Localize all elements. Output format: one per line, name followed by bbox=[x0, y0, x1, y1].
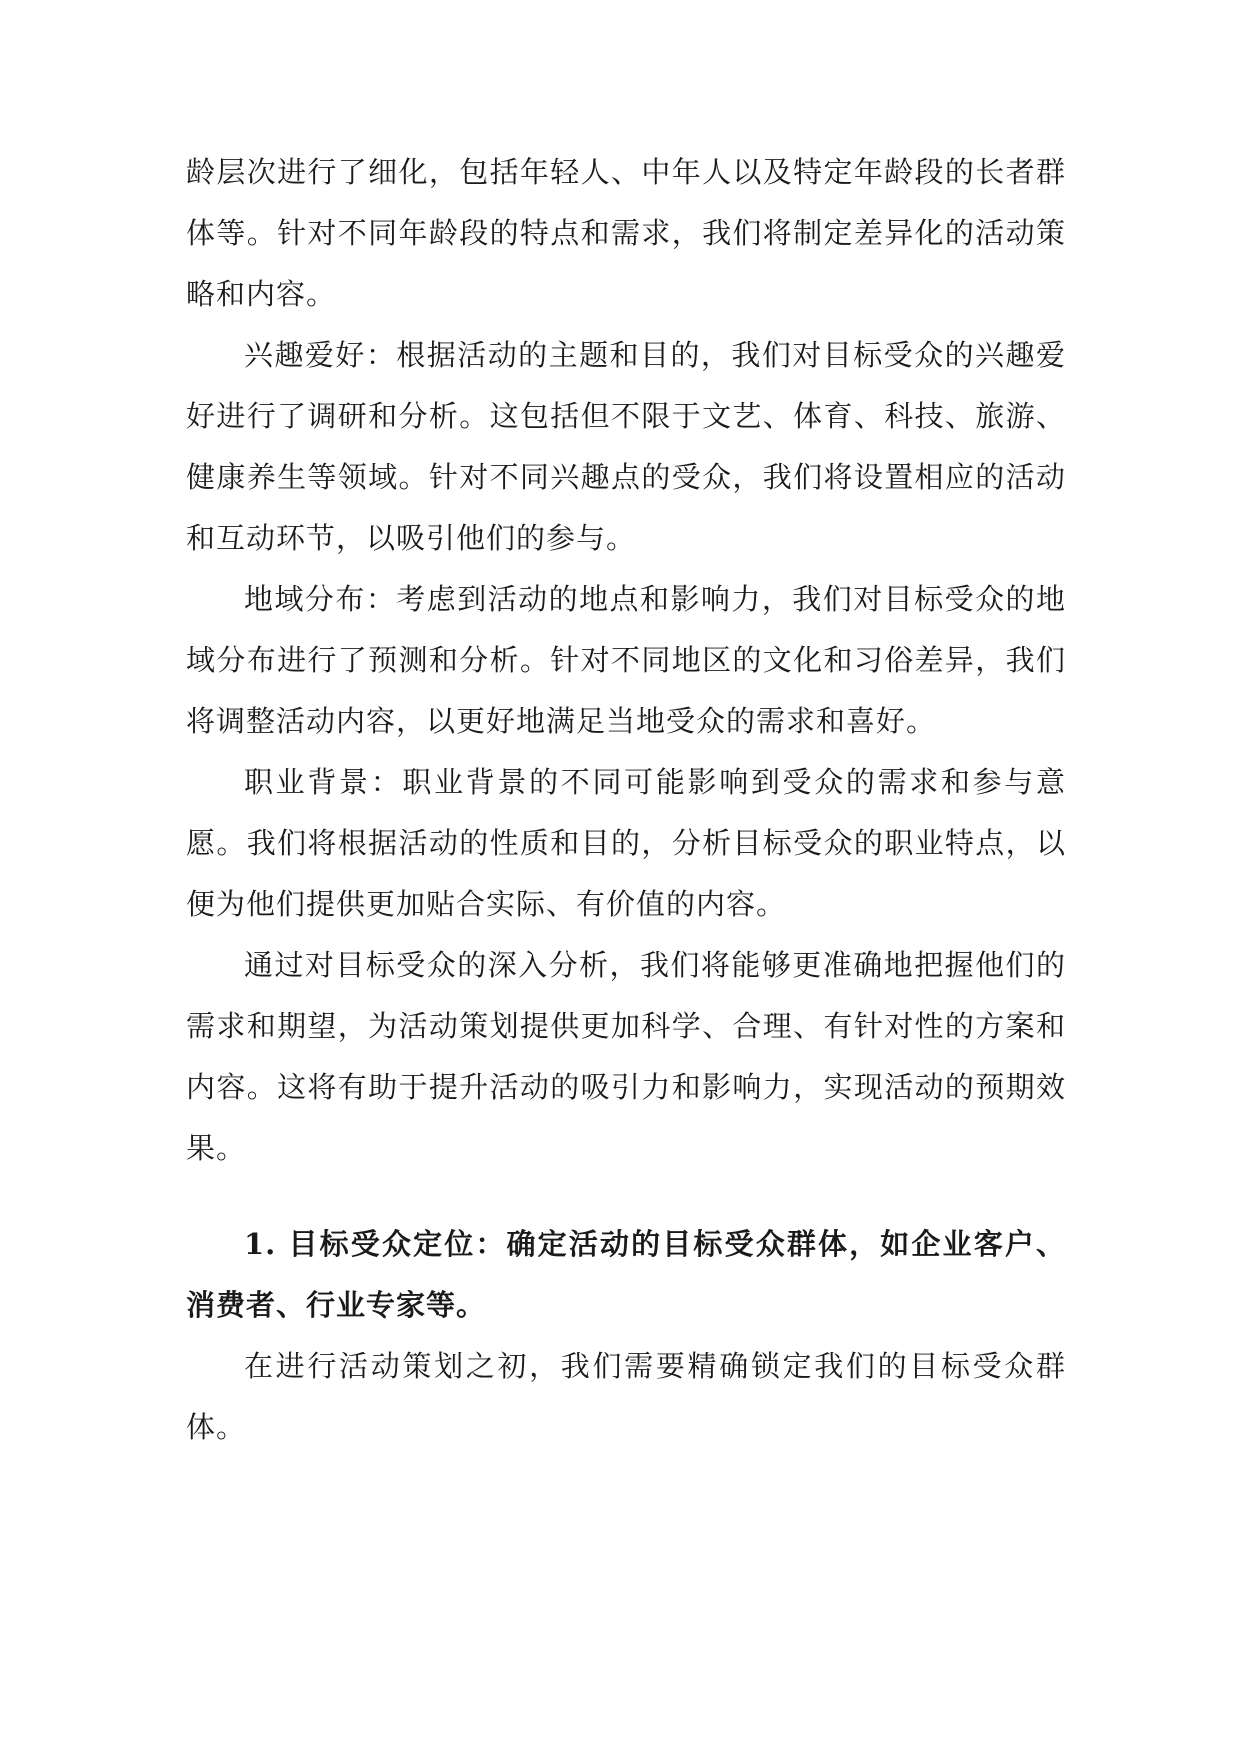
paragraph-occupation: 职业背景：职业背景的不同可能影响到受众的需求和参与意愿。我们将根据活动的性质和目的，分析目标受众的职业特点，以便为他们提供更加贴合实际、有价值的内容。 bbox=[186, 765, 1066, 921]
paragraph-age-continuation: 龄层次进行了细化，包括年轻人、中年人以及特定年龄段的长者群体等。针对不同年龄段的特点和需求，我们将制定差异化的活动策略和内容。 bbox=[186, 155, 1066, 311]
paragraph-region: 地域分布：考虑到活动的地点和影响力，我们对目标受众的地域分布进行了预测和分析。针对不同地区的文化和习俗差异，我们将调整活动内容，以更好地满足当地受众的需求和喜好。 bbox=[186, 582, 1066, 738]
paragraph-closing: 在进行活动策划之初，我们需要精确锁定我们的目标受众群体。 bbox=[186, 1349, 1066, 1444]
section-heading-target-audience: 1. 目标受众定位：确定活动的目标受众群体，如企业客户、消费者、行业专家等。 bbox=[186, 1227, 1066, 1322]
document-body bbox=[186, 142, 1066, 1458]
paragraph-interests: 兴趣爱好：根据活动的主题和目的，我们对目标受众的兴趣爱好进行了调研和分析。这包括但不限于文艺、体育、科技、旅游、健康养生等领域。针对不同兴趣点的受众，我们将设置相应的活动和互动环节，以吸引他们的参与。 bbox=[186, 338, 1066, 555]
paragraph-summary: 通过对目标受众的深入分析，我们将能够更准确地把握他们的需求和期望，为活动策划提供更加科学、合理、有针对性的方案和内容。这将有助于提升活动的吸引力和影响力，实现活动的预期效果。 bbox=[186, 948, 1066, 1165]
